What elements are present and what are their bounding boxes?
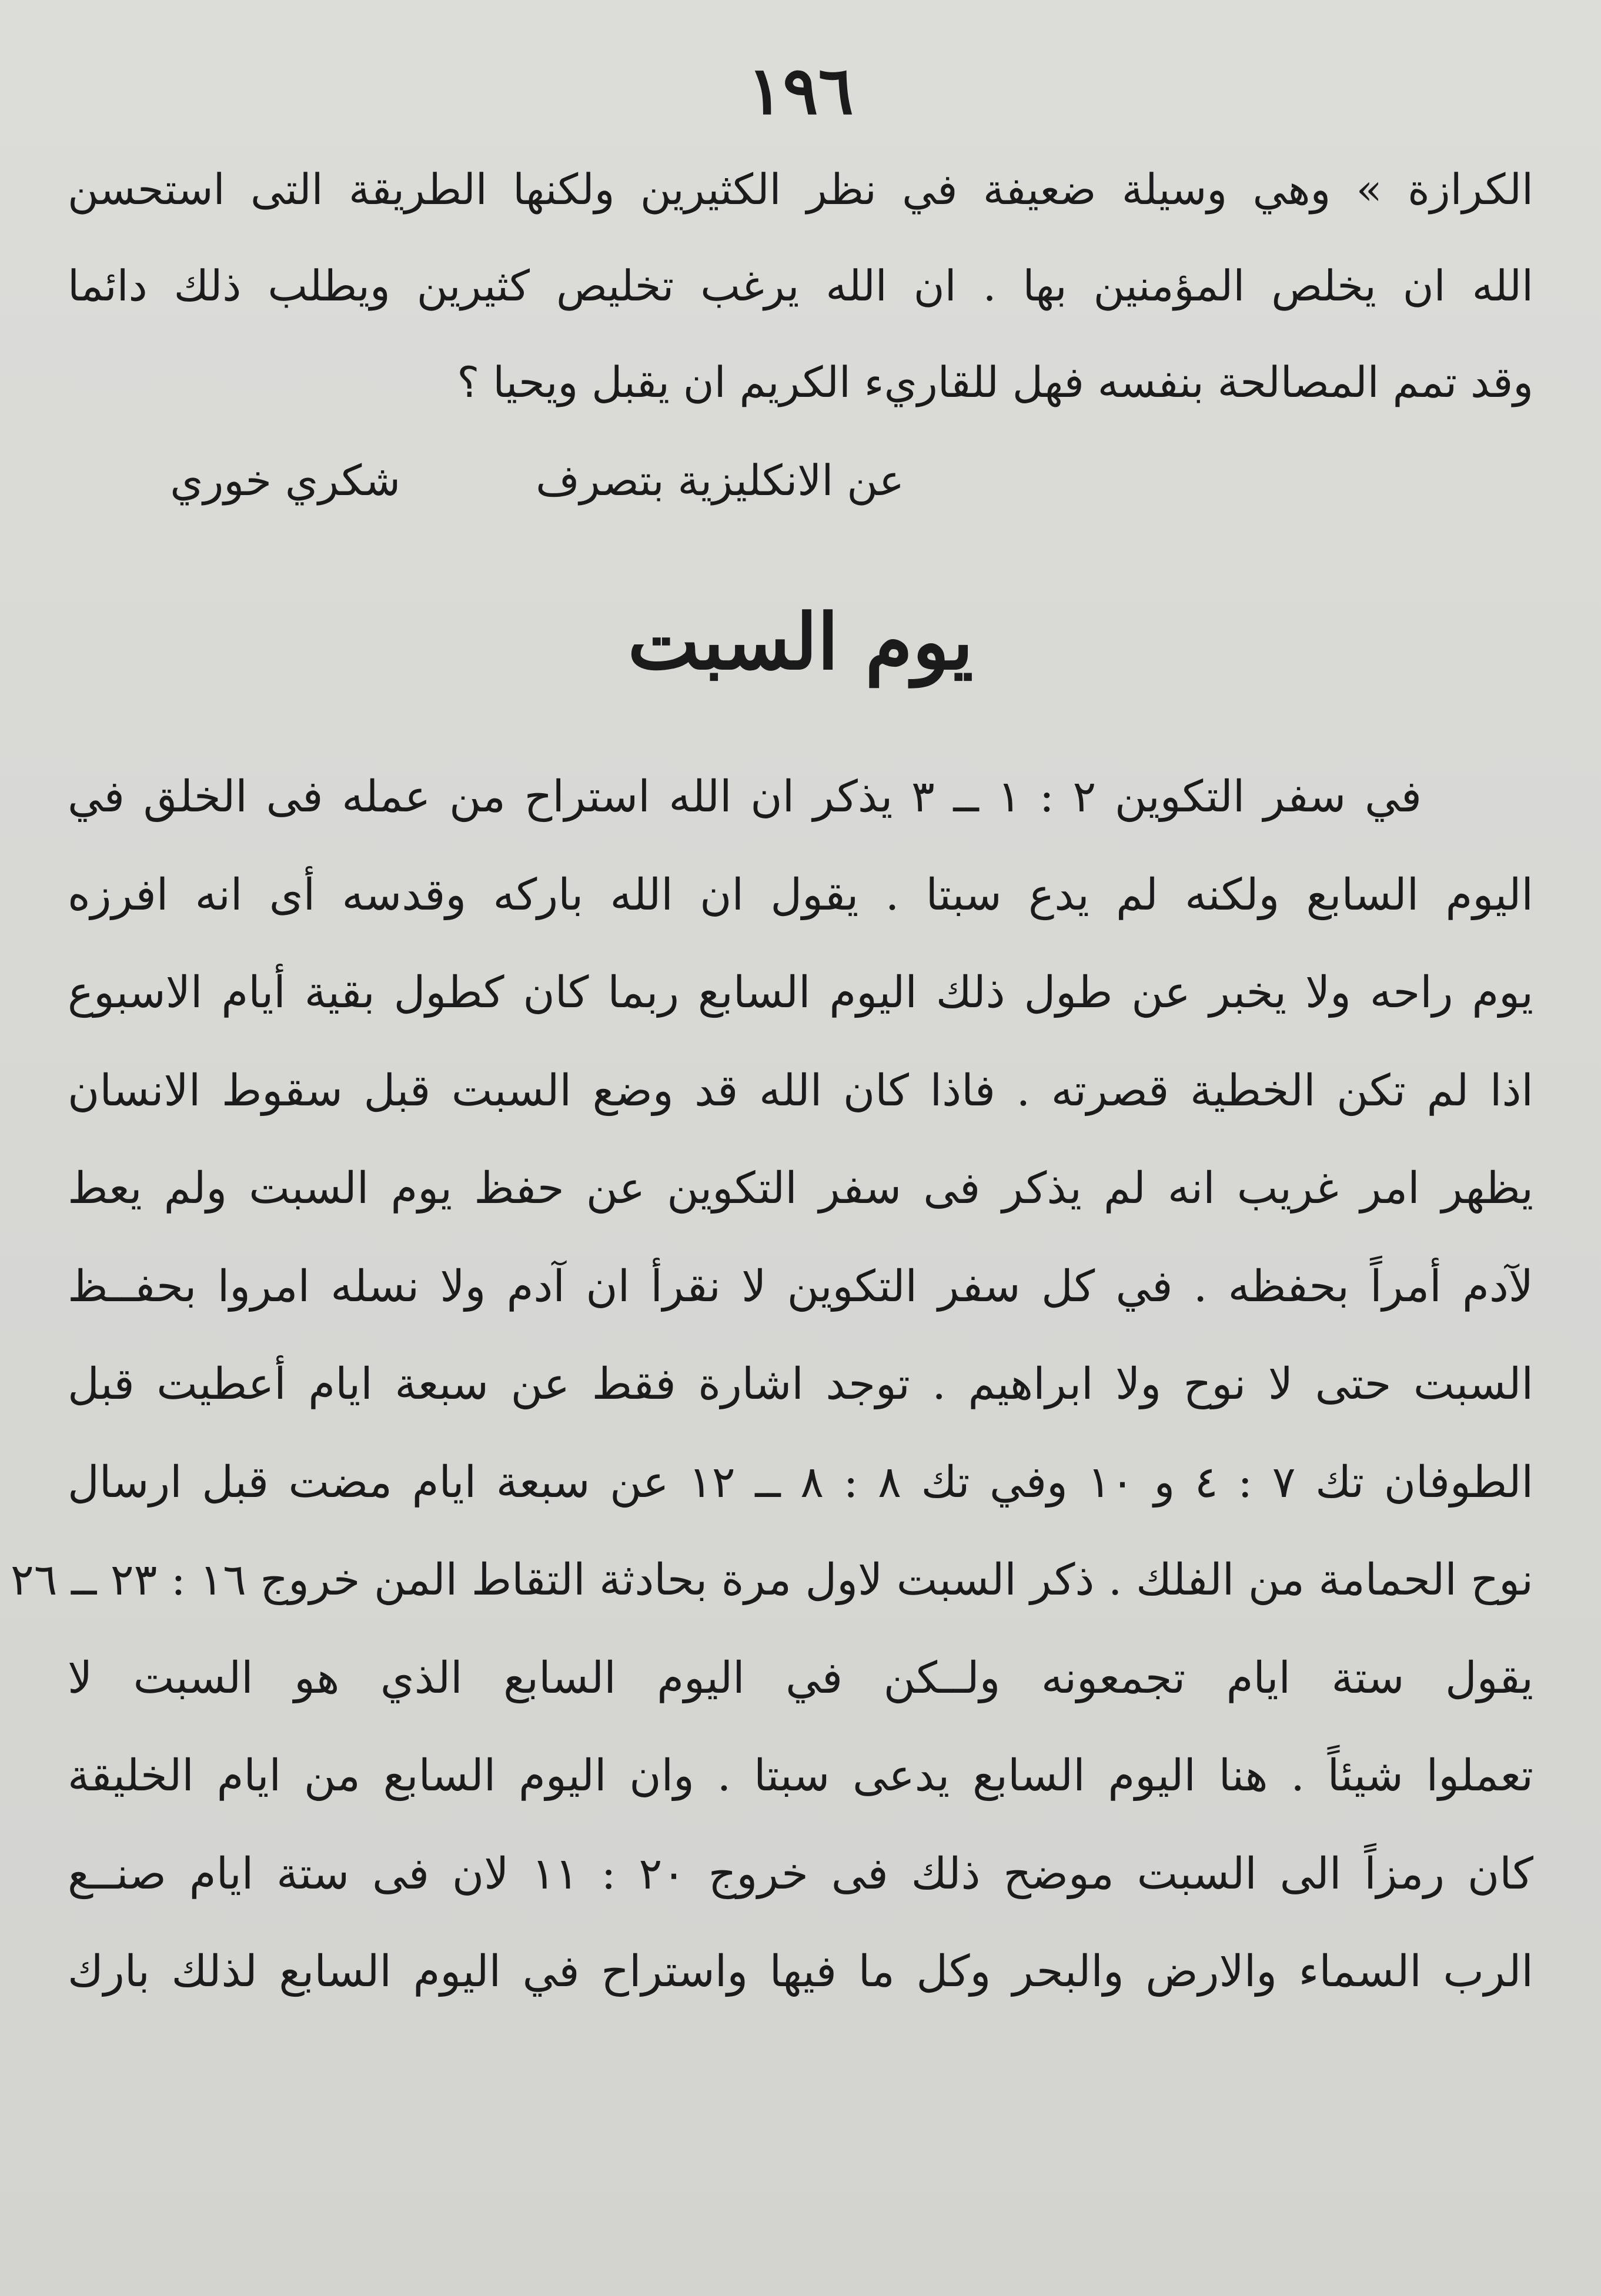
body-paragraph <box>10 748 1533 2021</box>
text-line: يظهر امر غريب انه لم يذكر فى سفر التكوين عن حفظ يوم السبت ولم يعط <box>68 1163 1533 1214</box>
text-line: الله ان يخلص المؤمنين بها . ان الله يرغب تخليص كثيرين ويطلب ذلك دائما <box>68 261 1533 310</box>
text-line: نوح الحمامة من الفلك . ذكر السبت لاول مرة بحادثة التقاط المن خروج ١٦ : ٢٣ ــ ٢٦ <box>10 1555 1533 1605</box>
text-line: اذا لم تكن الخطية قصرته . فاذا كان الله قد وضع السبت قبل سقوط الانسان <box>68 1065 1533 1116</box>
byline-source: عن الانكليزية بتصرف <box>536 456 904 505</box>
byline <box>68 436 1533 524</box>
text-line: وقد تمم المصالحة بنفسه فهل للقاريء الكريم ان يقبل ويحيا ؟ <box>457 357 1533 407</box>
byline-author: شكري خوري <box>170 456 401 505</box>
text-line: الكرازة » وهي وسيلة ضعيفة في نظر الكثيرين ولكنها الطريقة التى استحسن <box>68 165 1533 214</box>
page-number: ١٩٦ <box>747 52 854 129</box>
text-line: الرب السماء والارض والبحر وكل ما فيها واستراح في اليوم السابع لذلك بارك <box>68 1946 1533 1997</box>
text-line: يوم راحه ولا يخبر عن طول ذلك اليوم السابع ربما كان كطول بقية أيام الاسبوع <box>68 967 1533 1018</box>
text-line: لآدم أمراً بحفظه . في كل سفر التكوين لا نقرأ ان آدم ولا نسله امروا بحفــظ <box>68 1261 1533 1312</box>
text-line: اليوم السابع ولكنه لم يدع سبتا . يقول ان الله باركه وقدسه أى انه افرزه <box>68 869 1533 920</box>
text-line: الطوفان تك ٧ : ٤ و ١٠ وفي تك ٨ : ٨ ــ ١٢ عن سبعة ايام مضت قبل ارسال <box>68 1456 1533 1508</box>
section-title: يوم السبت <box>627 597 974 687</box>
text-line: يقول ستة ايام تجمعونه ولــكن في اليوم السابع الذي هو السبت لا <box>68 1652 1533 1703</box>
intro-paragraph <box>68 141 1533 430</box>
text-line: في سفر التكوين ٢ : ١ ــ ٣ يذكر ان الله استراح من عمله فى الخلق في <box>68 771 1422 822</box>
text-line: تعملوا شيئاً . هنا اليوم السابع يدعى سبتا . وان اليوم السابع من ايام الخليقة <box>68 1750 1533 1801</box>
text-line: كان رمزاً الى السبت موضح ذلك فى خروج ٢٠ : ١١ لان فى ستة ايام صنــع <box>68 1848 1533 1899</box>
text-line: السبت حتى لا نوح ولا ابراهيم . توجد اشارة فقط عن سبعة ايام أعطيت قبل <box>68 1359 1533 1409</box>
